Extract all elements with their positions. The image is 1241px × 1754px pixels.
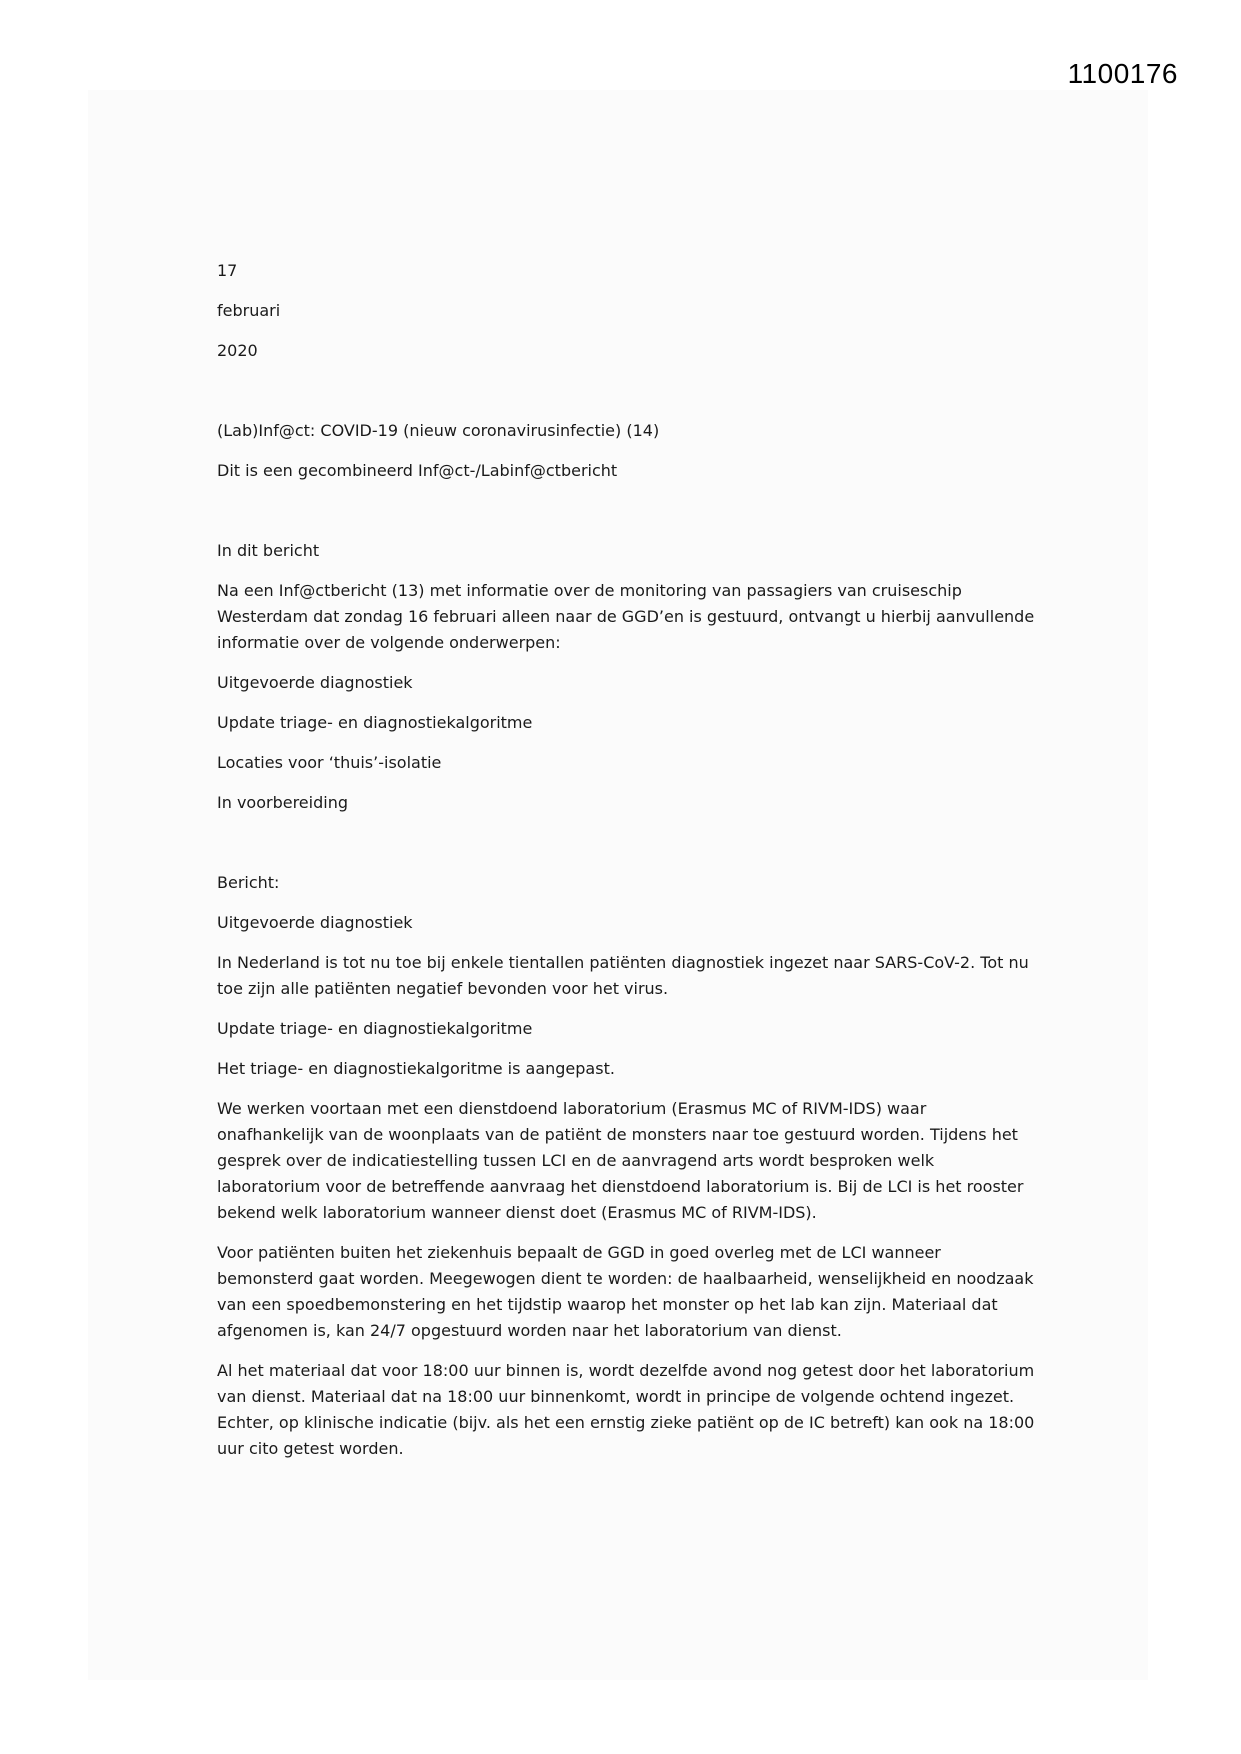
section-heading-algorithm: Update triage- en diagnostiekalgoritme — [217, 1019, 533, 1038]
diagnostics-paragraph: In Nederland is tot nu toe bij enkele tientallen patiënten diagnostiek ingezet naar SARS-CoV-2. Tot nu toe zijn alle patiënten negatief bevonden voor het virus. — [217, 953, 1029, 998]
ggd-paragraph: Voor patiënten buiten het ziekenhuis bepaalt de GGD in goed overleg met de LCI wanneer bemonsterd gaat worden. Meegewogen dient te worden: de haalbaarheid, wenselijkheid en noodzaak van een spoedbemonstering en het tijdstip waarop het monster op het lab kan zijn. Materiaal dat afgenomen is, kan 24/7 opgestuurd worden naar het laboratorium van dienst. — [217, 1243, 1034, 1340]
laboratory-paragraph: We werken voortaan met een dienstdoend laboratorium (Erasmus MC of RIVM-IDS) waar onafhankelijk van de woonplaats van de patiënt de monsters naar toe gestuurd worden. Tijdens het gesprek over de indicatiestelling tussen LCI en de aanvragend arts wordt besproken welk laboratorium voor de betreffende aanvraag het dienstdoend laboratorium is. Bij de LCI is het rooster bekend welk laboratorium wanneer dienst doet (Erasmus MC of RIVM-IDS). — [217, 1099, 1024, 1222]
message-heading: Bericht: — [217, 873, 280, 892]
summary-section — [217, 538, 1037, 816]
summary-topic: Uitgevoerde diagnostiek — [217, 673, 413, 692]
summary-topic: Locaties voor ‘thuis’-isolatie — [217, 753, 442, 772]
date-day: 17 — [217, 261, 238, 280]
summary-topic: Update triage- en diagnostiekalgoritme — [217, 713, 533, 732]
summary-intro: Na een Inf@ctbericht (13) met informatie over de monitoring van passagiers van cruiseschip Westerdam dat zondag 16 februari alleen naar de GGD’en is gestuurd, ontvangt u hierbij aanvullende informatie over de volgende onderwerpen: — [217, 581, 1035, 652]
title-block — [217, 418, 1037, 484]
date-year: 2020 — [217, 341, 258, 360]
document-number: 1100176 — [1067, 58, 1178, 89]
document-title: (Lab)Inf@ct: COVID-19 (nieuw coronavirusinfectie) (14) — [217, 421, 660, 440]
section-heading-diagnostics: Uitgevoerde diagnostiek — [217, 913, 413, 932]
timing-paragraph: Al het materiaal dat voor 18:00 uur binnen is, wordt dezelfde avond nog getest door het laboratorium van dienst. Materiaal dat na 18:00 uur binnenkomt, wordt in principe de volgende ochtend ingezet. Echter, op klinische indicatie (bijv. als het een ernstig zieke patiënt op de IC betreft) kan ook na 18:00 uur cito getest worden. — [217, 1361, 1035, 1458]
document-subtitle: Dit is een gecombineerd Inf@ct-/Labinf@ctbericht — [217, 461, 618, 480]
algorithm-paragraph: Het triage- en diagnostiekalgoritme is aangepast. — [217, 1059, 615, 1078]
message-section — [217, 870, 1037, 1462]
summary-heading: In dit bericht — [217, 541, 320, 560]
document-body — [217, 258, 1037, 1462]
date-month: februari — [217, 301, 281, 320]
summary-topic: In voorbereiding — [217, 793, 348, 812]
